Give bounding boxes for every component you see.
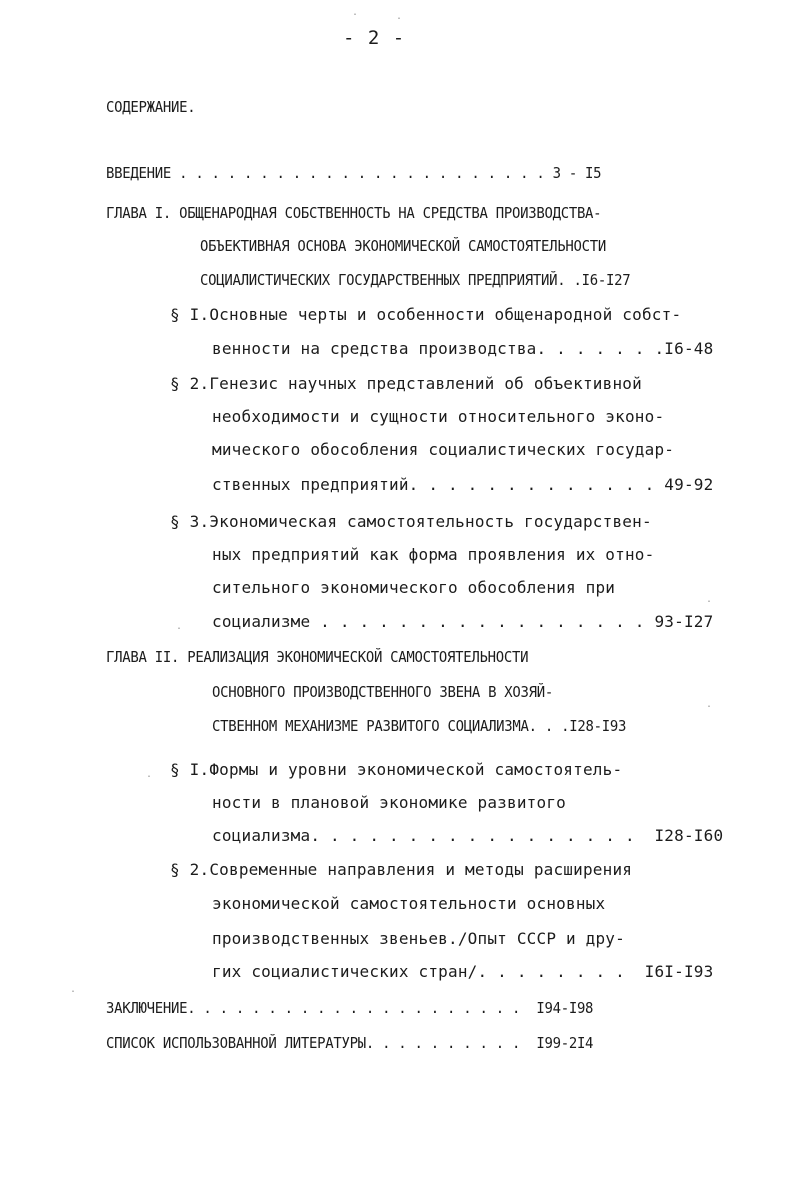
toc-section-2-1-line-1: § I.Формы и уровни экономической самостоятель-	[170, 760, 623, 779]
toc-entry-conclusion: ЗАКЛЮЧЕНИЕ. . . . . . . . . . . . . . . . . . . . . I94-I98	[106, 999, 594, 1017]
scan-speck: .	[176, 621, 183, 632]
toc-section-1-1-line-1: § I.Основные черты и особенности общенародной собст-	[170, 305, 682, 324]
toc-section-1-2-line-2: необходимости и сущности относительного эконо-	[212, 407, 665, 426]
toc-section-2-2-line-2: экономической самостоятельности основных	[212, 894, 606, 913]
toc-section-1-3-line-1: § 3.Экономическая самостоятельность государствен-	[170, 512, 652, 531]
toc-section-2-2-line-3: производственных звеньев./Опыт СССР и дру-	[212, 929, 625, 948]
toc-section-1-2-line-4: ственных предприятий. . . . . . . . . . . . . 49-92	[212, 475, 714, 494]
toc-section-1-1-line-2: венности на средства производства. . . . . . .I6-48	[212, 339, 714, 358]
page-heading: СОДЕРЖАНИЕ.	[106, 98, 196, 116]
toc-section-2-2-line-1: § 2.Современные направления и методы расширения	[170, 860, 633, 879]
toc-section-1-2-line-1: § 2.Генезис научных представлений об объективной	[170, 374, 642, 393]
toc-section-1-3-line-3: сительного экономического обособления при	[212, 578, 616, 597]
toc-chapter-1-title-line-1: ГЛАВА I. ОБЩЕНАРОДНАЯ СОБСТВЕННОСТЬ НА СРЕДСТВА ПРОИЗВОДСТВА-	[106, 204, 602, 222]
scan-speck: .	[70, 984, 77, 995]
scan-speck: .	[352, 7, 359, 18]
toc-chapter-2-title-line-2: ОСНОВНОГО ПРОИЗВОДСТВЕННОГО ЗВЕНА В ХОЗЯЙ-	[212, 683, 554, 701]
toc-entry-references: СПИСОК ИСПОЛЬЗОВАННОЙ ЛИТЕРАТУРЫ. . . . . . . . . . I99-2I4	[106, 1034, 594, 1052]
toc-entry-introduction: ВВЕДЕНИЕ . . . . . . . . . . . . . . . . . . . . . . . 3 - I5	[106, 164, 602, 182]
toc-chapter-2-title-line-3: СТВЕННОМ МЕХАНИЗМЕ РАЗВИТОГО СОЦИАЛИЗМА. . .I28-I93	[212, 717, 627, 735]
toc-section-2-2-line-4: гих социалистических стран/. . . . . . . . I6I-I93	[212, 962, 714, 981]
toc-section-1-3-line-2: ных предприятий как форма проявления их отно-	[212, 545, 655, 564]
toc-section-2-1-line-2: ности в плановой экономике развитого	[212, 793, 566, 812]
scan-speck: .	[706, 699, 713, 710]
toc-section-1-3-line-4: социализме . . . . . . . . . . . . . . . . . 93-I27	[212, 612, 714, 631]
toc-chapter-1-title-line-3: СОЦИАЛИСТИЧЕСКИХ ГОСУДАРСТВЕННЫХ ПРЕДПРИЯТИЙ. .I6-I27	[200, 271, 631, 289]
toc-chapter-2-title-line-1: ГЛАВА II. РЕАЛИЗАЦИЯ ЭКОНОМИЧЕСКОЙ САМОСТОЯТЕЛЬНОСТИ	[106, 648, 529, 666]
toc-chapter-1-title-line-2: ОБЪЕКТИВНАЯ ОСНОВА ЭКОНОМИЧЕСКОЙ САМОСТОЯТЕЛЬНОСТИ	[200, 237, 606, 255]
page-number: - 2 -	[343, 27, 406, 49]
toc-section-2-1-line-3: социализма. . . . . . . . . . . . . . . . . I28-I60	[212, 826, 724, 845]
toc-section-1-2-line-3: мического обособления социалистических государ-	[212, 440, 675, 459]
scan-speck: .	[396, 11, 403, 22]
scan-speck: .	[706, 594, 713, 605]
scan-speck: .	[146, 769, 153, 780]
